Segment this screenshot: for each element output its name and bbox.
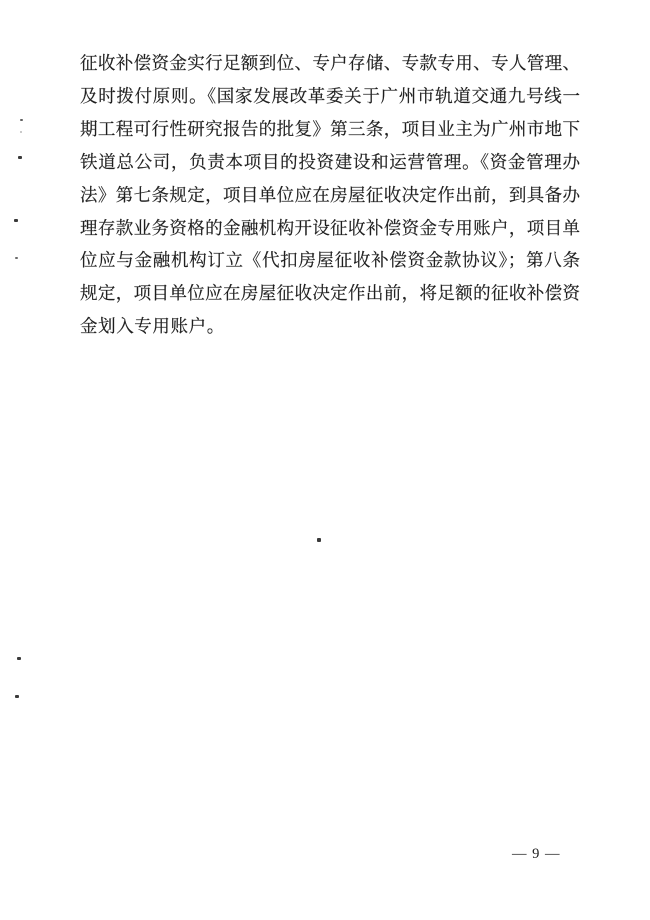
document-line: 规定，项目单位应在房屋征收决定作出前，将足额的征收补偿资	[80, 283, 580, 304]
document-line: 理存款业务资格的金融机构开设征收补偿资金专用账户，项目单	[80, 217, 580, 238]
document-line: 法》第七条规定，项目单位应在房屋征收决定作出前，到具备办	[80, 184, 580, 205]
scan-speck	[15, 695, 19, 698]
paragraph	[80, 47, 580, 343]
scan-speck	[17, 657, 21, 660]
scan-speck	[15, 257, 18, 259]
document-line: 期工程可行性研究报告的批复》第三条，项目业主为广州市地下	[80, 118, 580, 139]
document-line: 位应与金融机构订立《代扣房屋征收补偿资金款协议》；第八条	[80, 250, 580, 271]
scan-speck	[317, 538, 321, 542]
scan-speck	[20, 119, 23, 121]
page-number: — 9 —	[512, 846, 561, 862]
document-line: 金划入专用账户。	[80, 316, 225, 337]
scan-speck	[14, 219, 18, 222]
document-line: 及时拨付原则。《国家发展改革委关于广州市轨道交通九号线一	[80, 85, 580, 106]
scan-speck	[20, 131, 22, 133]
document-line: 铁道总公司，负责本项目的投资建设和运营管理。《资金管理办	[80, 151, 580, 172]
document-line: 征收补偿资金实行足额到位、专户存储、专款专用、专人管理、	[80, 53, 580, 73]
scan-speck	[18, 156, 22, 159]
